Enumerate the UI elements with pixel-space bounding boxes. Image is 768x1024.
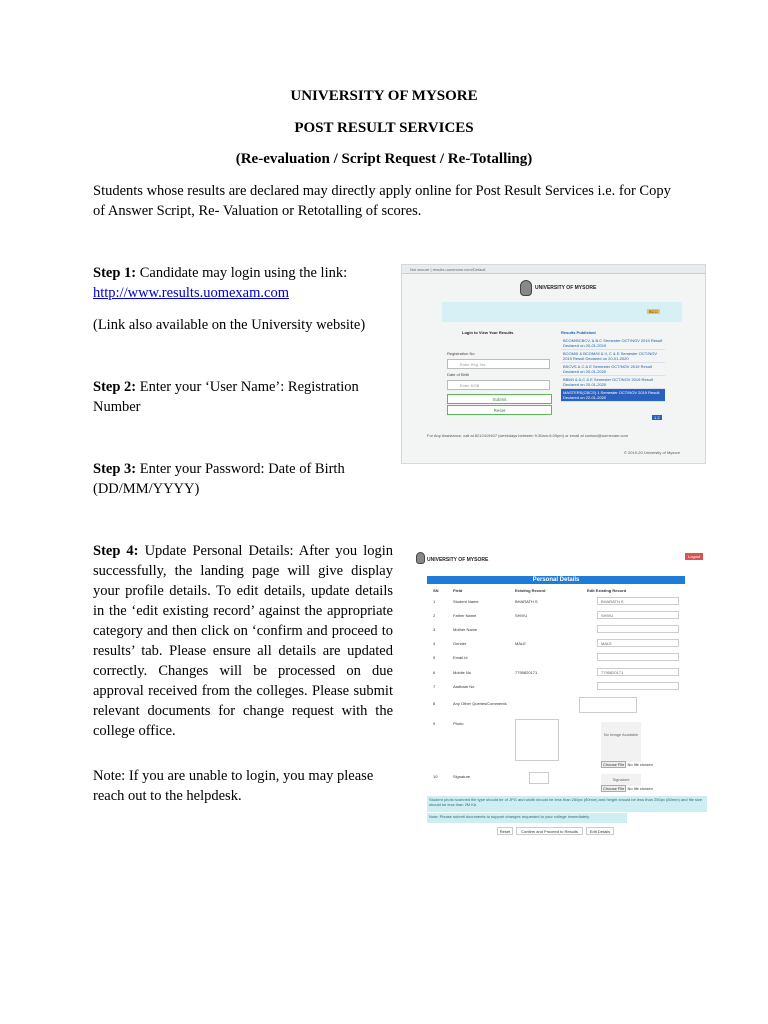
row-sn: 3 (433, 627, 436, 632)
badge: BCO (649, 309, 658, 314)
logout-button[interactable]: Logout (685, 553, 703, 560)
choose-file-button[interactable]: Choose File (603, 762, 625, 767)
step-4-label: Step 4: (93, 543, 139, 559)
col-existing: Existing Record (515, 588, 546, 593)
reg-label: Registration No (447, 351, 475, 356)
dob-label: Date of Birth (447, 372, 470, 377)
row-sn: 9 (433, 721, 436, 726)
edit-gender-select[interactable]: MALE (597, 639, 679, 647)
edit-email[interactable] (597, 653, 679, 661)
edit-mother-name[interactable] (597, 625, 679, 633)
reset-button[interactable]: Reset (447, 405, 552, 415)
step-4 (93, 541, 393, 741)
intro-paragraph: Students whose results are declared may directly apply online for Post Result Services i.e. for Copy of Answer Script, Re- Valuation or Retotalling of scores. (93, 183, 671, 219)
step-1-text: Candidate may login using the link: (139, 265, 348, 281)
row-sn: 6 (433, 670, 436, 675)
row-field: Signature (453, 774, 471, 779)
reg-input[interactable]: Enter Reg. No (447, 359, 550, 369)
row-field: Aadhaar No (453, 684, 475, 689)
row-sn: 1 (433, 599, 436, 604)
col-field: Field (453, 588, 463, 593)
login-page-screenshot (401, 264, 706, 464)
step-2-label: Step 2: (93, 379, 137, 395)
results-title: Results Published (561, 330, 596, 335)
step-3-label: Step 3: (93, 461, 137, 477)
personal-details-header: Personal Details (427, 576, 685, 584)
edit-details-button[interactable]: Edit Details (586, 827, 614, 835)
university-emblem-icon (520, 280, 532, 296)
existing-signature (529, 772, 549, 784)
step-4-text: Update Personal Details: After you login successfully, the landing page will give display your profile details. To edit details, update details in the ‘edit existing record’ against the appropriate category and then click on ‘confirm and proceed to results’ tab. Please ensure all details are updated correctly. Changes will be processed on due approval received from the colleges. Please submit relevant documents for change request with the college office. (93, 543, 393, 739)
row-field: Photo (453, 721, 464, 726)
document-subtitle-services: (Re-evaluation / Script Request / Re-Totalling) (235, 151, 533, 167)
row-field: Mobile No (453, 670, 472, 675)
existing-photo (515, 719, 559, 761)
step-1-label: Step 1: (93, 265, 137, 281)
row-sn: 5 (433, 655, 436, 660)
step-1 (93, 263, 393, 303)
row-field: Student Name (453, 599, 479, 604)
result-item[interactable]: BSCVS & C & E Semester OCT/NOV 2019 Result Declared on 20-01-2020 (561, 363, 665, 376)
login-title: Login to View Your Results (462, 330, 514, 335)
dob-input[interactable]: Enter DOB (447, 380, 550, 390)
row-existing: SHIVU (515, 613, 528, 618)
result-item[interactable]: BCOM/BCBCV, & B.C Semester OCT/NOV 2019 Result Declared on 20-01-2019 (561, 337, 665, 350)
university-emblem-icon (416, 552, 425, 564)
document-subtitle: POST RESULT SERVICES (294, 120, 474, 136)
reset-button[interactable]: Reset (497, 827, 513, 835)
login-university-name: UNIVERSITY OF MYSORE (535, 285, 597, 291)
row-sn: 8 (433, 701, 436, 706)
row-field: Mother Name (453, 627, 478, 632)
result-item[interactable]: BBM/I & A,C & E Semester OCT/NOV 2019 Result Declared on 20-01-2020 (561, 376, 665, 389)
edit-father-name[interactable]: SHIVU (597, 611, 679, 619)
pager[interactable]: 1 2 (654, 415, 660, 420)
row-sn: 4 (433, 641, 436, 646)
personal-details-screenshot (405, 546, 712, 842)
row-field: Any Other Queries/Comments (453, 701, 507, 706)
row-sn: 7 (433, 684, 436, 689)
signature-file-input[interactable] (601, 786, 653, 791)
browser-url-bar: Not secure | results.uomexam.com/Default (402, 265, 705, 274)
no-file-text: No file chosen (627, 762, 653, 767)
header-band (442, 302, 682, 322)
document-title: UNIVERSITY OF MYSORE (290, 88, 478, 104)
edit-student-name[interactable]: BHARATH S (597, 597, 679, 605)
step-3 (93, 459, 383, 499)
submit-button[interactable]: Submit (447, 394, 552, 404)
result-item[interactable]: BCOM/II & BCOM/III & II, C & E Semester OCT/NOV 2019 Result Declared on 20-01-2020 (561, 350, 665, 363)
step-2 (93, 377, 388, 417)
row-field: Father Name (453, 613, 477, 618)
signature-placeholder: Signature (601, 774, 641, 786)
step-3-text: Enter your Password: Date of Birth (DD/MM/YYYY) (93, 461, 345, 497)
photo-placeholder: No Image Available (601, 722, 641, 762)
result-item-selected[interactable]: MASTERS(CBCS) 1 Semester OCT/NOV 2019 Result Declared on 22-01-2020 (561, 389, 665, 402)
no-file-text: No file chosen (627, 786, 653, 791)
row-existing: MALE (515, 641, 526, 646)
confirm-proceed-button[interactable]: Confirm and Proceed to Results (516, 827, 583, 835)
photo-file-input[interactable] (601, 762, 653, 767)
documents-note: Note: Please submit documents to support changes requested to your college immediately (427, 813, 627, 823)
step-2-text: Enter your ‘User Name’: Registration Number (93, 379, 359, 415)
photo-spec-note: Student photo scanned file type should be of JPG and width should be less than 250px (80mm) and height should be less than 250px (80mm) and file size should be less than 2M Kb. (427, 796, 707, 812)
row-sn: 2 (433, 613, 436, 618)
row-field: Gender (453, 641, 467, 646)
results-link[interactable]: http://www.results.uomexam.com (93, 285, 289, 301)
helpdesk-note: Note: If you are unable to login, you may please reach out to the helpdesk. (93, 768, 374, 804)
results-list (561, 337, 665, 402)
choose-file-button[interactable]: Choose File (603, 786, 625, 791)
assistance-text: For Any Assistance, call at 8212419407 (weekdays between 9:30am-6:00pm) or email at contact@uomexam.com (427, 433, 629, 438)
link-note: (Link also available on the University website) (93, 317, 366, 333)
login-footer: © 2019-20 University of Mysore (624, 450, 681, 455)
col-sn: SN (433, 588, 439, 593)
row-existing: BHARATH S (515, 599, 538, 604)
edit-mobile[interactable]: 7795820171 (597, 668, 679, 676)
pd-university-name: UNIVERSITY OF MYSORE (427, 557, 489, 563)
row-existing: 7795820171 (515, 670, 538, 675)
row-sn: 10 (433, 774, 438, 779)
edit-comments[interactable] (579, 697, 637, 713)
col-edit: Edit Existing Record (587, 588, 627, 593)
edit-aadhaar[interactable] (597, 682, 679, 690)
row-field: Email Id (453, 655, 468, 660)
